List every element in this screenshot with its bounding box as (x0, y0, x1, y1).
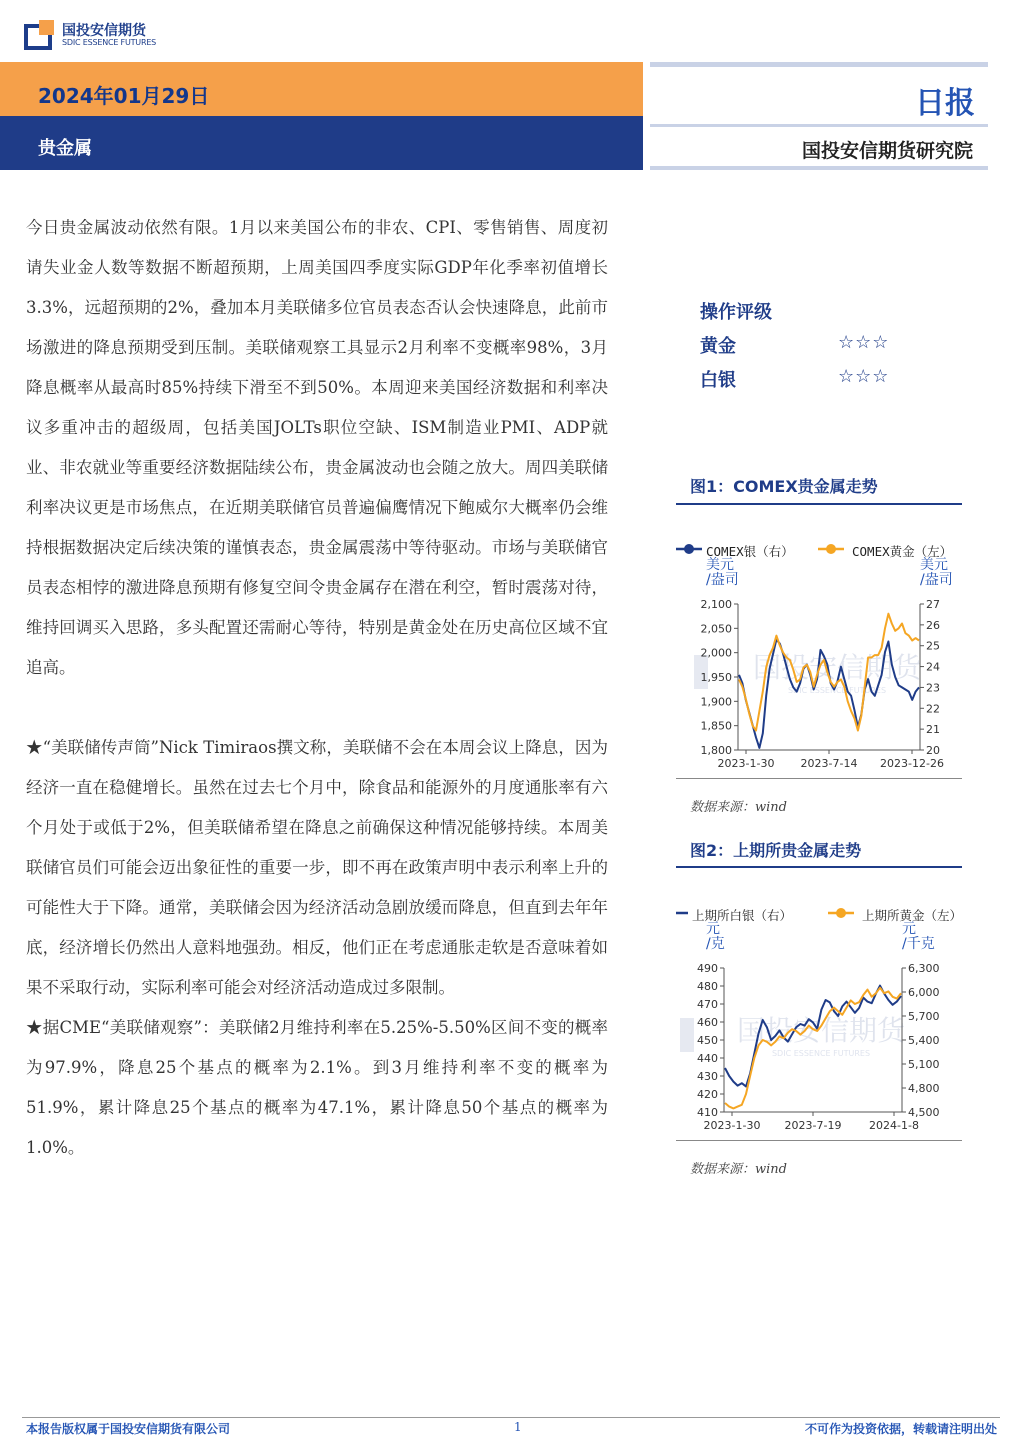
y-tick-label-right: 24 (926, 660, 940, 674)
legend-silver-marker-icon (676, 907, 688, 919)
paragraph-cme: ★据CME“美联储观察”：美联储2月维持利率在5.25%-5.50%区间不变的概率为97.9%，降息25个基点的概率为2.1%。到3月维持利率不变的概率为51.9%，累计降息25个基点的概率为47.1%，累计降息50个基点的概率为1.0%。 (26, 1018, 608, 1157)
y-tick-label-right: 4,500 (908, 1106, 940, 1119)
rating-row-silver (700, 366, 960, 400)
x-tick-label: 2023-12-26 (880, 757, 944, 770)
y-tick-label-left: 2,100 (700, 598, 732, 611)
figure-1-rule (676, 503, 962, 505)
paragraph-timiraos: ★“美联储传声筒”Nick Timiraos撰文称，美联储不会在本周会议上降息，因为经济一直在稳健增长。虽然在过去七个月中，除食品和能源外的月度通胀率有六个月处于或低于2%，但美联储希望在降息之前确保这种情况能够持续。本周美联储官员们可能会迈出象征性的重要一步，即不再在政策声明中表示利率上升的可能性大于下降。通常，美联储会因为经济活动急剧放缓而降息，但直到去年年底，经济增长仍然出人意料地强劲。相反，他们正在考虑通胀走软是否意味着如果不采取行动，实际利率可能会对经济活动造成过多限制。 (26, 738, 608, 997)
x-tick-label: 2023-1-30 (703, 1119, 761, 1132)
y-tick-label-right: 23 (926, 681, 940, 695)
x-tick-label: 2023-7-14 (800, 757, 858, 770)
y-tick-label-right: 25 (926, 639, 940, 653)
figure-2-source: 数据来源：wind (690, 1162, 787, 1177)
rating-name: 白银 (700, 370, 736, 391)
y-tick-label-right: 5,700 (908, 1010, 940, 1023)
y-tick-label-left: 1,900 (700, 695, 732, 709)
y-tick-label-left: 1,950 (700, 671, 732, 684)
x-tick-label: 2023-7-19 (784, 1119, 842, 1132)
y-tick-label-left: 450 (697, 1034, 718, 1047)
y-tick-label-right: 6,300 (908, 962, 940, 975)
figure-1-source: 数据来源：wind (690, 800, 787, 815)
operation-rating (700, 298, 960, 400)
y-tick-label-right: 6,000 (908, 986, 940, 999)
company-logo (22, 16, 172, 56)
header-rule-bottom (650, 166, 988, 170)
axis-unit-right: 美元 /盎司 (920, 557, 953, 588)
header-rule-middle (650, 124, 988, 127)
report-date: 2024年01月29日 (38, 84, 210, 108)
paragraph-summary: 今日贵金属波动依然有限。1月以来美国公布的非农、CPI、零售销售、周度初请失业金人数等数据不断超预期，上周美国四季度实际GDP年化季率初值增长3.3%，远超预期的2%，叠加本月美联储多位官员表态否认会快速降息，此前市场激进的降息预期受到压制。美联储观察工具显示2月利率不变概率98%，3月降息概率从最高时85%持续下滑至不到50%。本周迎来美国经济数据和利率决议多重冲击的超级周，包括美国JOLTs职位空缺、ISM制造业PMI、ADP就业、非农就业等重要经济数据陆续公布，贵金属波动也会随之放大。周四美联储利率决议更是市场焦点，在近期美联储官员普遍偏鹰情况下鲍威尔大概率仍会维持根据数据决定后续决策的谨慎表态，贵金属震荡中等待驱动。市场与美联储官员表态相悖的激进降息预期有修复空间令贵金属存在潜在利空，暂时震荡对待，维持回调买入思路，多头配置还需耐心等待，特别是黄金处在历史高位区域不宜追高。 (26, 218, 608, 677)
watermark-text-en: SDIC ESSENCE FUTURES (771, 1049, 871, 1058)
rating-row-gold (700, 332, 960, 366)
y-tick-label-left: 430 (697, 1070, 718, 1083)
axis-unit-left: 美元 /盎司 (706, 557, 739, 588)
legend-gold-marker-icon (818, 543, 844, 555)
institute-name: 国投安信期货研究院 (801, 140, 973, 162)
legend-silver-marker-icon (676, 543, 702, 555)
y-tick-label-left: 470 (697, 998, 718, 1011)
y-tick-label-left: 420 (697, 1088, 718, 1101)
y-tick-label-left: 2,000 (700, 646, 732, 660)
rating-name: 黄金 (700, 336, 736, 357)
legend-label: COMEX黄金（左） (852, 544, 953, 559)
footer-rule (22, 1417, 1000, 1418)
section-banner (0, 116, 643, 170)
y-tick-label-right: 4,800 (908, 1082, 940, 1095)
watermark-text: 国投安信期货 (752, 651, 922, 684)
figure-1-title: 图1：COMEX贵金属走势 (690, 477, 878, 496)
header-rule-top (650, 62, 988, 67)
watermark-logo-icon (680, 1018, 694, 1052)
x-tick-label: 2024-1-8 (869, 1119, 919, 1132)
footer-copyright: 本报告版权属于国投安信期货有限公司 (26, 1422, 231, 1436)
figure-2-title: 图2：上期所贵金属走势 (690, 841, 862, 860)
figure-1-bottom-rule (676, 778, 962, 779)
legend-label: COMEX银（右） (706, 544, 794, 559)
footer-page-number: 1 (514, 1420, 522, 1434)
paragraph-spacer (26, 688, 608, 728)
section-title: 贵金属 (38, 138, 92, 159)
y-tick-label-left: 2,050 (700, 622, 732, 636)
chart-shfe (676, 904, 966, 1140)
rating-stars: ☆☆☆ (838, 366, 890, 387)
y-tick-label-right: 20 (926, 744, 940, 757)
logo-text-en: SDIC ESSENCE FUTURES (62, 38, 157, 47)
y-tick-label-right: 26 (926, 618, 940, 632)
y-tick-label-right: 5,100 (908, 1058, 940, 1071)
y-tick-label-left: 440 (697, 1052, 718, 1065)
report-body (26, 208, 608, 1168)
y-tick-label-left: 490 (697, 962, 718, 975)
rating-title: 操作评级 (700, 302, 772, 323)
figure-2-bottom-rule (676, 1140, 962, 1141)
y-tick-label-right: 5,400 (908, 1034, 940, 1047)
x-tick-label: 2023-1-30 (717, 757, 775, 770)
logo-mark-icon (22, 18, 56, 52)
rating-stars: ☆☆☆ (838, 332, 890, 353)
y-tick-label-left: 1,800 (700, 744, 732, 757)
axis-unit-right: 元 /千克 (902, 921, 935, 952)
axis-unit-left: 元 /克 (706, 921, 725, 952)
y-tick-label-right: 22 (926, 702, 940, 716)
y-tick-label-left: 460 (697, 1016, 718, 1029)
legend-gold-marker-icon (828, 907, 854, 919)
watermark-text-en: SDIC ESSENCE FUTURES (787, 686, 887, 695)
legend-label: 上期所白银（右） (692, 908, 793, 923)
chart-comex (676, 540, 966, 780)
figure-2-rule (676, 866, 962, 868)
y-tick-label-left: 1,850 (700, 719, 732, 733)
legend-label: 上期所黄金（左） (862, 908, 963, 923)
watermark-text: 国投安信期货 (736, 1014, 906, 1047)
y-tick-label-right: 21 (926, 723, 940, 737)
y-tick-label-right: 27 (926, 598, 940, 611)
report-type: 日报 (915, 86, 975, 121)
footer-disclaimer: 不可作为投资依据，转载请注明出处 (804, 1422, 997, 1436)
logo-text-cn: 国投安信期货 (62, 23, 146, 39)
y-tick-label-left: 410 (697, 1106, 718, 1119)
y-tick-label-left: 480 (697, 980, 718, 993)
